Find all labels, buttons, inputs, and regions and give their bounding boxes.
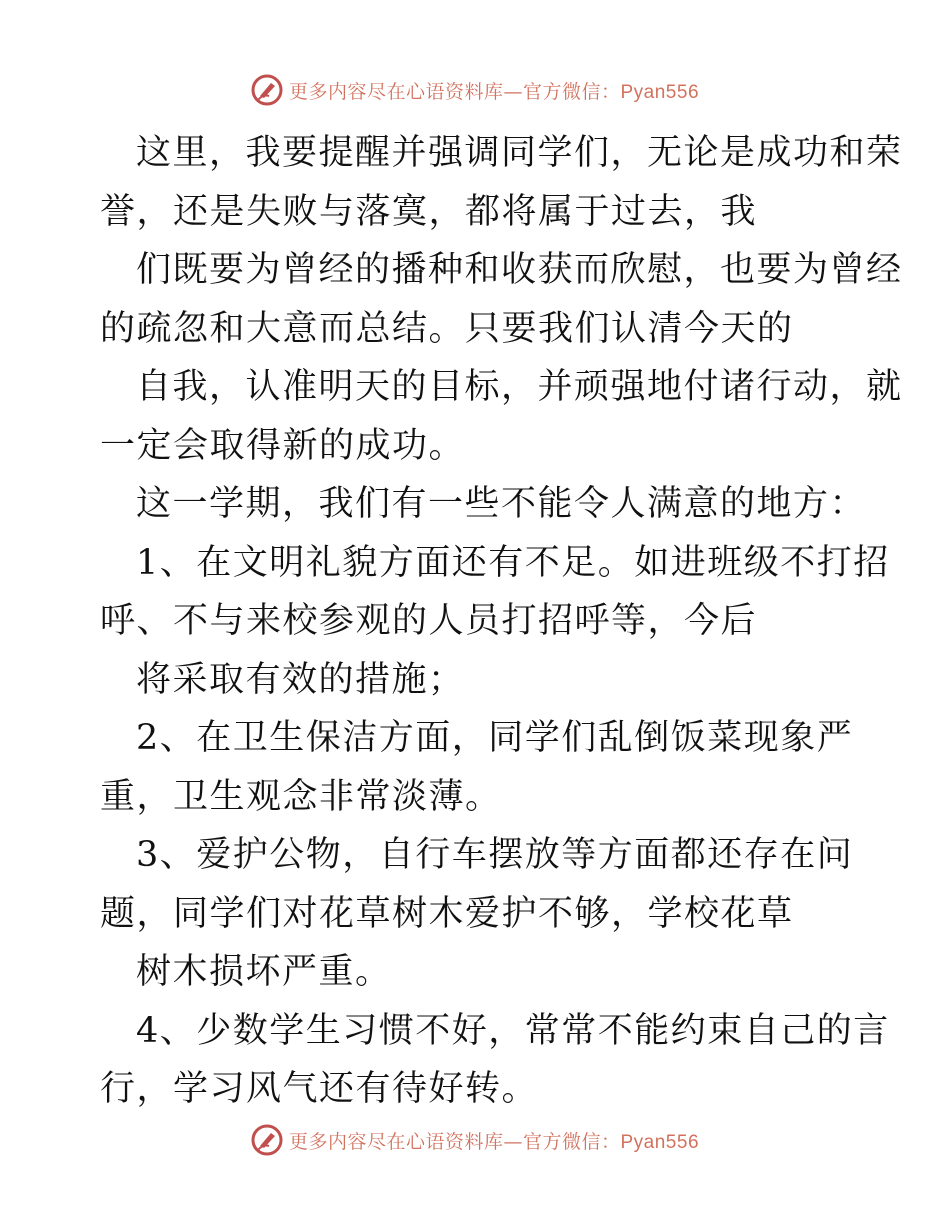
header-banner [0, 70, 950, 110]
header-banner-wechat-id: Pyan556 [620, 81, 700, 103]
footer-banner-text [289, 1127, 699, 1154]
text-line: 2、在卫生保洁方面，同学们乱倒饭菜现象严 [136, 718, 854, 758]
text-line: 自我，认准明天的目标，并顽强地付诸行动，就 [136, 367, 903, 407]
logo-icon [251, 74, 283, 106]
header-banner-cn: 更多内容尽在心语资料库—官方微信： [288, 80, 621, 103]
text-line: 题，同学们对花草树木爱护不够，学校花草 [100, 893, 794, 934]
footer-banner-cn: 更多内容尽在心语资料库—官方微信： [288, 1130, 621, 1153]
logo-icon [251, 1124, 283, 1156]
footer-banner-wechat-id: Pyan556 [620, 1131, 700, 1153]
header-banner-text [289, 77, 699, 104]
text-line: 这里，我要提醒并强调同学们，无论是成功和荣 [136, 133, 903, 173]
text-line: 的疏忽和大意而总结。只要我们认清今天的 [100, 308, 794, 349]
text-line: 树木损坏严重。 [136, 952, 392, 992]
document-body [100, 124, 903, 1119]
text-line: 这一学期，我们有一些不能令人满意的地方： [136, 484, 867, 524]
text-line: 重，卫生观念非常淡薄。 [100, 776, 502, 817]
text-line: 呼、不与来校参观的人员打招呼等，今后 [100, 601, 758, 641]
text-line: 将采取有效的措施； [136, 659, 465, 700]
footer-banner [0, 1120, 950, 1160]
text-line: 誉，还是失败与落寞，都将属于过去，我 [100, 191, 758, 232]
text-line: 们既要为曾经的播种和收获而欣慰，也要为曾经 [136, 250, 903, 290]
text-line: 3、爱护公物，自行车摆放等方面都还存在问 [136, 835, 854, 875]
text-line: 1、在文明礼貌方面还有不足。如进班级不打招 [136, 542, 890, 583]
text-line: 4、少数学生习惯不好，常常不能约束自己的言 [136, 1010, 890, 1051]
text-line: 一定会取得新的成功。 [100, 425, 466, 466]
text-line: 行，学习风气还有待好转。 [100, 1069, 539, 1109]
